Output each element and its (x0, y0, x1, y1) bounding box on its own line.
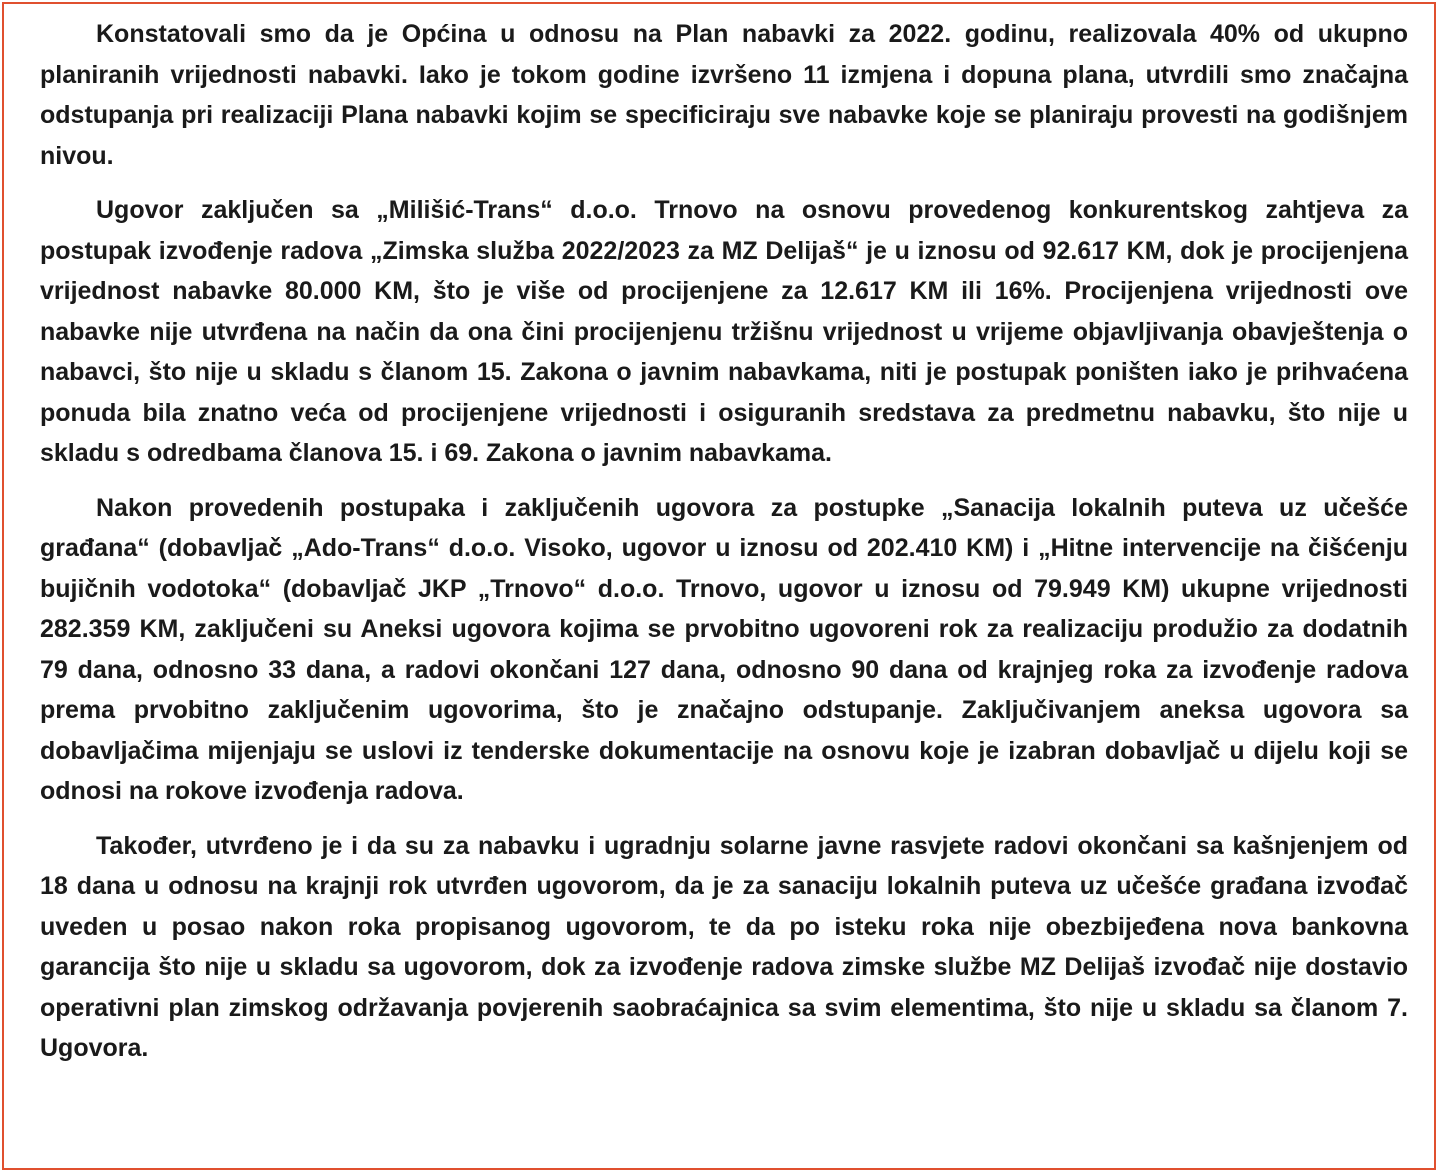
document-frame (2, 2, 1436, 1170)
paragraph-contract-annexes: Nakon provedenih postupaka i zaključenih ugovora za postupke „Sanacija lokalnih puteva uz učešće građana“ (dobavljač „Ado-Trans“ d.o.o. Visoko, ugovor u iznosu od 202.410 KM) i „Hitne intervencije na čišćenju bujičnih vodotoka“ (dobavljač JKP „Trnovo“ d.o.o. Trnovo, ugovor u iznosu od 79.949 KM) ukupne vrijednosti 282.359 KM, zaključeni su Aneksi ugovora kojima se prvobitno ugovoreni rok za realizaciju produžio za dodatnih 79 dana, odnosno 33 dana, a radovi okončani 127 dana, odnosno 90 dana od krajnjeg roka za izvođenje radova prema prvobitno zaključenim ugovorima, što je značajno odstupanje. Zaključivanjem aneksa ugovora sa dobavljačima mijenjaju se uslovi iz tenderske dokumentacije na osnovu koje je izabran dobavljač u dijelu koji se odnosi na rokove izvođenja radova. (40, 493, 1408, 805)
paragraph-procurement-plan: Konstatovali smo da je Općina u odnosu na Plan nabavki za 2022. godinu, realizovala 40% od ukupno planiranih vrijednosti nabavki. Iako je tokom godine izvršeno 11 izmjena i dopuna plana, utvrdili smo značajna odstupanja pri realizaciji Plana nabavki kojim se specificiraju sve nabavke koje se planiraju provesti na godišnjem nivou. (40, 20, 1408, 170)
paragraph-winter-service-contract: Ugovor zaključen sa „Milišić-Trans“ d.o.o. Trnovo na osnovu provedenog konkurentskog zahtjeva za postupak izvođenje radova „Zimska služba 2022/2023 za MZ Delijaš“ je u iznosu od 92.617 KM, dok je procijenjena vrijednost nabavke 80.000 KM, što je više od procijenjene za 12.617 KM ili 16%. Procijenjena vrijednosti ove nabavke nije utvrđena na način da ona čini procijenjenu tržišnu vrijednost u vrijeme objavljivanja obavještenja o nabavci, što nije u skladu s članom 15. Zakona o javnim nabavkama, niti je postupak poništen iako je prihvaćena ponuda bila znatno veća od procijenjene vrijednosti i osiguranih sredstava za predmetnu nabavku, što nije u skladu s odredbama članova 15. i 69. Zakona o javnim nabavkama. (40, 196, 1408, 467)
paragraph-additional-findings: Također, utvrđeno je i da su za nabavku i ugradnju solarne javne rasvjete radovi okončani sa kašnjenjem od 18 dana u odnosu na krajnji rok utvrđen ugovorom, da je za sanaciju lokalnih puteva uz učešće građana izvođač uveden u posao nakon roka propisanog ugovorom, te da po isteku roka nije obezbijeđena nova bankovna garancija što nije u skladu sa ugovorom, dok za izvođenje radova zimske službe MZ Delijaš izvođač nije dostavio operativni plan zimskog održavanja povjerenih saobraćajnica sa svim elementima, što nije u skladu sa članom 7. Ugovora. (40, 831, 1408, 1062)
